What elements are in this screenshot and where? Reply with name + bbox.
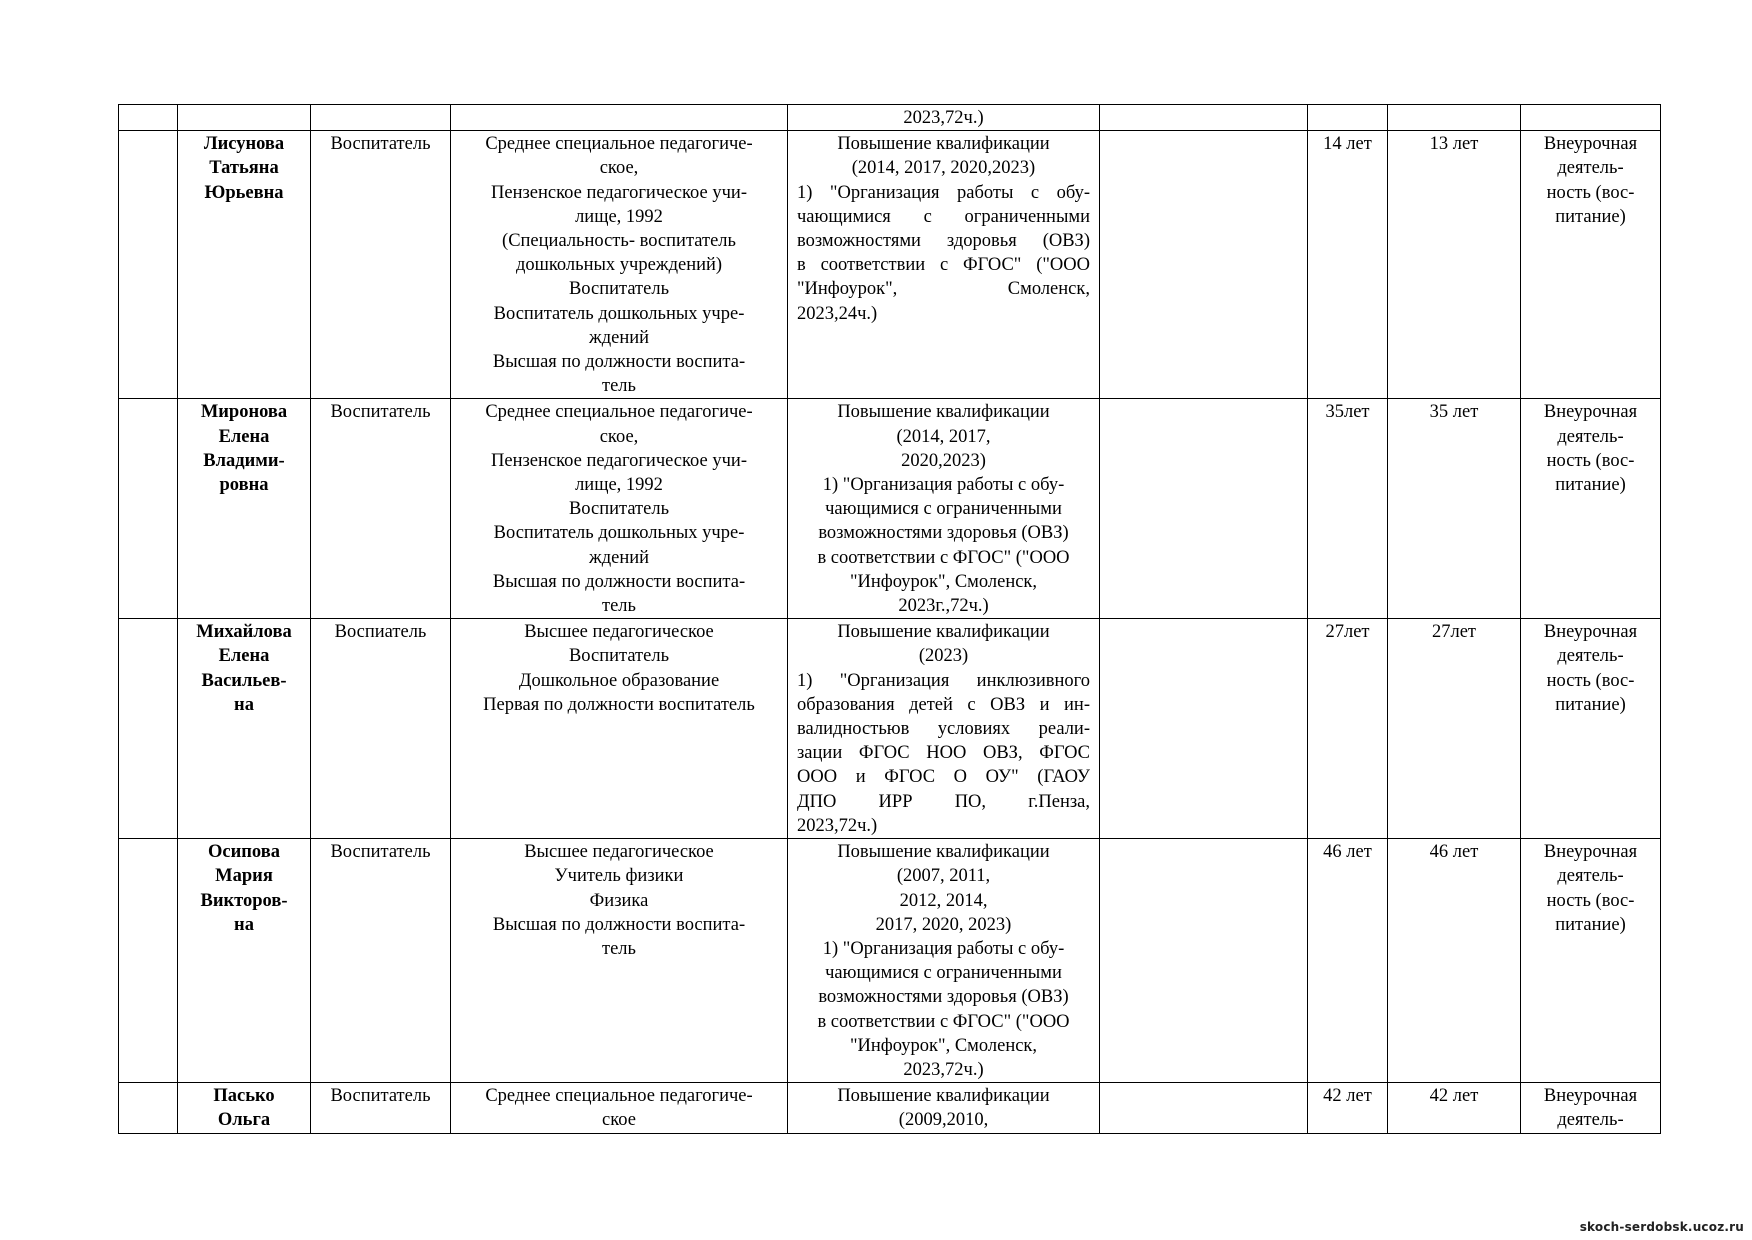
name-line: на [234, 914, 254, 935]
courses-line: 1) "Организация работы с обу- [822, 938, 1065, 959]
name-line: Михайлова [196, 622, 292, 643]
cell-index [119, 131, 178, 399]
activity-line: ность (вос- [1546, 670, 1635, 691]
cell-position [311, 105, 451, 131]
cell-education [451, 839, 788, 1083]
courses-line: ООО и ФГОС О ОУ" (ГАОУ [797, 767, 1090, 788]
education-line: Физика [589, 890, 649, 911]
courses-line: Повышение квалификации [837, 134, 1050, 155]
total-experience-line: 42 лет [1323, 1086, 1372, 1107]
cell-courses [788, 105, 1100, 131]
education-line: ское, [599, 158, 639, 179]
ped-experience-line: 27лет [1431, 622, 1477, 643]
courses-line: 2023,72ч.) [903, 1059, 984, 1080]
cell-position [311, 619, 451, 839]
activity-line: ность (вос- [1546, 450, 1635, 471]
cell-index [119, 619, 178, 839]
cell-total-experience [1308, 399, 1388, 619]
cell-total-experience [1308, 131, 1388, 399]
table-row [119, 1083, 1661, 1133]
education-line: Высшее педагогическое [524, 842, 714, 863]
education-line: Учитель физики [554, 866, 684, 887]
courses-line: (2007, 2011, [896, 866, 991, 887]
activity-line: деятель- [1557, 158, 1624, 179]
courses-line: (2023) [918, 646, 969, 667]
position-line: Воспитатель [330, 402, 431, 423]
name-line: Лисунова [203, 134, 285, 155]
activity-line: Внеурочная [1543, 842, 1638, 863]
cell-activity [1521, 131, 1661, 399]
cell-ped-experience [1388, 105, 1521, 131]
courses-line: 1) "Организация работы с обу- [797, 182, 1090, 203]
cell-education [451, 131, 788, 399]
cell-index [119, 839, 178, 1083]
education-line: ское, [599, 426, 639, 447]
activity-line: Внеурочная [1543, 134, 1638, 155]
courses-line: Повышение квалификации [837, 402, 1050, 423]
cell-courses [788, 619, 1100, 839]
cell-courses [788, 1083, 1100, 1133]
cell-education [451, 399, 788, 619]
education-line: Высшая по должности воспита- [492, 914, 746, 935]
cell-ped-experience [1388, 839, 1521, 1083]
cell-other [1100, 105, 1308, 131]
education-line: тель [602, 938, 636, 959]
cell-total-experience [1308, 839, 1388, 1083]
courses-line: чающимися с ограниченными [825, 499, 1062, 520]
courses-line: 1) "Организация работы с обу- [822, 475, 1065, 496]
education-line: ждений [588, 547, 650, 568]
courses-line: образования детей с ОВЗ и ин- [797, 694, 1090, 715]
activity-line: ность (вос- [1546, 182, 1635, 203]
cell-position [311, 131, 451, 399]
courses-line: в соответствии с ФГОС" ("ООО [817, 1011, 1070, 1032]
education-line: Воспитатель [568, 499, 670, 520]
education-line: Воспитатель дошкольных учре- [493, 523, 745, 544]
courses-line: зации ФГОС НОО ОВЗ, ФГОС [797, 743, 1090, 764]
activity-line: Внеурочная [1543, 402, 1638, 423]
position-line: Воспитатель [330, 1086, 431, 1107]
name-line: Ольга [217, 1110, 271, 1131]
position-line: Воспитатель [330, 842, 431, 863]
courses-line: 2012, 2014, [899, 890, 988, 911]
cell-position [311, 399, 451, 619]
ped-experience-line: 35 лет [1429, 402, 1479, 423]
activity-line: ность (вос- [1546, 890, 1635, 911]
staff-table [118, 104, 1661, 1134]
cell-name [178, 839, 311, 1083]
cell-ped-experience [1388, 399, 1521, 619]
courses-line: валидностьюв условиях реали- [797, 719, 1090, 740]
courses-line: 2017, 2020, 2023) [875, 914, 1012, 935]
education-line: Среднее специальное педагогиче- [485, 1086, 753, 1107]
cell-name [178, 1083, 311, 1133]
table-row-continuation [119, 105, 1661, 131]
activity-line: питание) [1555, 206, 1626, 227]
cell-courses [788, 839, 1100, 1083]
courses-line: возможностями здоровья (ОВЗ) [818, 987, 1069, 1008]
name-line: Пасько [213, 1086, 275, 1107]
cell-other [1100, 1083, 1308, 1133]
education-line: Высшее педагогическое [524, 622, 714, 643]
table-row [119, 619, 1661, 839]
education-line: лище, 1992 [575, 475, 663, 496]
cell-activity [1521, 619, 1661, 839]
activity-line: Внеурочная [1543, 1086, 1638, 1107]
cell-activity [1521, 839, 1661, 1083]
name-line: Миронова [200, 402, 288, 423]
cell-other [1100, 839, 1308, 1083]
education-line: Дошкольное образование [518, 670, 720, 691]
total-experience-line: 14 лет [1323, 134, 1372, 155]
education-line: тель [602, 596, 636, 617]
activity-line: питание) [1555, 475, 1626, 496]
total-experience-line: 46 лет [1323, 842, 1372, 863]
education-line: Среднее специальное педагогиче- [485, 134, 753, 155]
courses-line: чающимися с ограниченными [825, 963, 1062, 984]
cell-ped-experience [1388, 131, 1521, 399]
cell-other [1100, 131, 1308, 399]
education-line: Пензенское педагогическое учи- [491, 450, 747, 471]
cell-activity [1521, 1083, 1661, 1133]
activity-line: деятель- [1557, 1110, 1624, 1131]
activity-line: питание) [1555, 694, 1626, 715]
education-line: Первая по должности воспитатель [483, 694, 755, 715]
education-line: ское [602, 1110, 636, 1131]
cell-activity [1521, 105, 1661, 131]
cell-index [119, 399, 178, 619]
education-line: лище, 1992 [575, 206, 663, 227]
name-line: Викторов- [200, 890, 288, 911]
education-line: Воспитатель [568, 279, 670, 300]
courses-line: 2023,72ч.) [903, 108, 984, 128]
education-line: Среднее специальное педагогиче- [485, 402, 753, 423]
cell-total-experience [1308, 619, 1388, 839]
cell-total-experience [1308, 1083, 1388, 1133]
activity-line: деятель- [1557, 866, 1624, 887]
site-watermark: skoch-serdobsk.ucoz.ru [1579, 1220, 1744, 1234]
courses-line: 2023,24ч.) [797, 303, 878, 324]
courses-line: "Инфоурок", Смоленск, [849, 571, 1038, 592]
education-line: (Специальность- воспитатель [502, 231, 736, 252]
education-line: Воспитатель [568, 646, 670, 667]
name-line: Осипова [208, 842, 280, 863]
courses-line: (2014, 2017, 2020,2023) [851, 158, 1036, 179]
education-line: ждений [588, 327, 650, 348]
cell-courses [788, 131, 1100, 399]
courses-line: Повышение квалификации [837, 622, 1050, 643]
courses-line: ДПО ИРР ПО, г.Пенза, [797, 791, 1090, 812]
activity-line: деятель- [1557, 646, 1624, 667]
education-line: Высшая по должности воспита- [492, 352, 746, 373]
cell-index [119, 105, 178, 131]
name-line: Юрьевна [204, 182, 284, 203]
position-line: Воспиатель [334, 622, 427, 643]
education-line: Пензенское педагогическое учи- [491, 182, 747, 203]
courses-line: 1) "Организация инклюзивного [797, 670, 1090, 691]
courses-line: 2023,72ч.) [797, 815, 878, 836]
ped-experience-line: 46 лет [1429, 842, 1479, 863]
cell-education [451, 105, 788, 131]
cell-courses [788, 399, 1100, 619]
name-line: Мария [215, 866, 273, 887]
education-line: Воспитатель дошкольных учре- [493, 303, 745, 324]
cell-name [178, 399, 311, 619]
position-line: Воспитатель [330, 134, 431, 155]
education-line: Высшая по должности воспита- [492, 571, 746, 592]
cell-name [178, 131, 311, 399]
courses-line: чающимися с ограниченными [797, 206, 1090, 227]
name-line: Елена [218, 646, 270, 667]
cell-other [1100, 619, 1308, 839]
courses-line: в соответствии с ФГОС" ("ООО [797, 255, 1090, 276]
cell-activity [1521, 399, 1661, 619]
courses-line: "Инфоурок", Смоленск, [849, 1035, 1038, 1056]
name-line: на [234, 694, 254, 715]
education-line: тель [602, 376, 636, 397]
table-row [119, 399, 1661, 619]
cell-education [451, 619, 788, 839]
name-line: ровна [219, 475, 269, 496]
courses-line: в соответствии с ФГОС" ("ООО [817, 547, 1070, 568]
cell-total-experience [1308, 105, 1388, 131]
cell-education [451, 1083, 788, 1133]
activity-line: Внеурочная [1543, 622, 1638, 643]
education-line: дошкольных учреждений) [515, 255, 723, 276]
name-line: Татьяна [209, 158, 279, 179]
table-row [119, 131, 1661, 399]
total-experience-line: 35лет [1325, 402, 1370, 423]
cell-index [119, 1083, 178, 1133]
table-row [119, 839, 1661, 1083]
courses-line: (2009,2010, [898, 1110, 989, 1131]
activity-line: питание) [1555, 914, 1626, 935]
ped-experience-line: 13 лет [1429, 134, 1479, 155]
activity-line: деятель- [1557, 426, 1624, 447]
ped-experience-line: 42 лет [1429, 1086, 1479, 1107]
courses-line: "Инфоурок", Смоленск, [797, 279, 1090, 300]
cell-other [1100, 399, 1308, 619]
name-line: Васильев- [201, 670, 287, 691]
name-line: Владими- [203, 450, 285, 471]
cell-name [178, 105, 311, 131]
courses-line: 2020,2023) [901, 450, 986, 471]
courses-line: возможностями здоровья (ОВЗ) [818, 523, 1069, 544]
cell-name [178, 619, 311, 839]
courses-line: 2023г.,72ч.) [898, 596, 989, 617]
cell-position [311, 1083, 451, 1133]
courses-line: возможностями здоровья (ОВЗ) [797, 231, 1090, 252]
cell-ped-experience [1388, 1083, 1521, 1133]
courses-line: Повышение квалификации [837, 842, 1050, 863]
cell-ped-experience [1388, 619, 1521, 839]
courses-line: Повышение квалификации [837, 1086, 1050, 1107]
cell-position [311, 839, 451, 1083]
name-line: Елена [218, 426, 270, 447]
total-experience-line: 27лет [1325, 622, 1370, 643]
courses-line: (2014, 2017, [896, 426, 991, 447]
